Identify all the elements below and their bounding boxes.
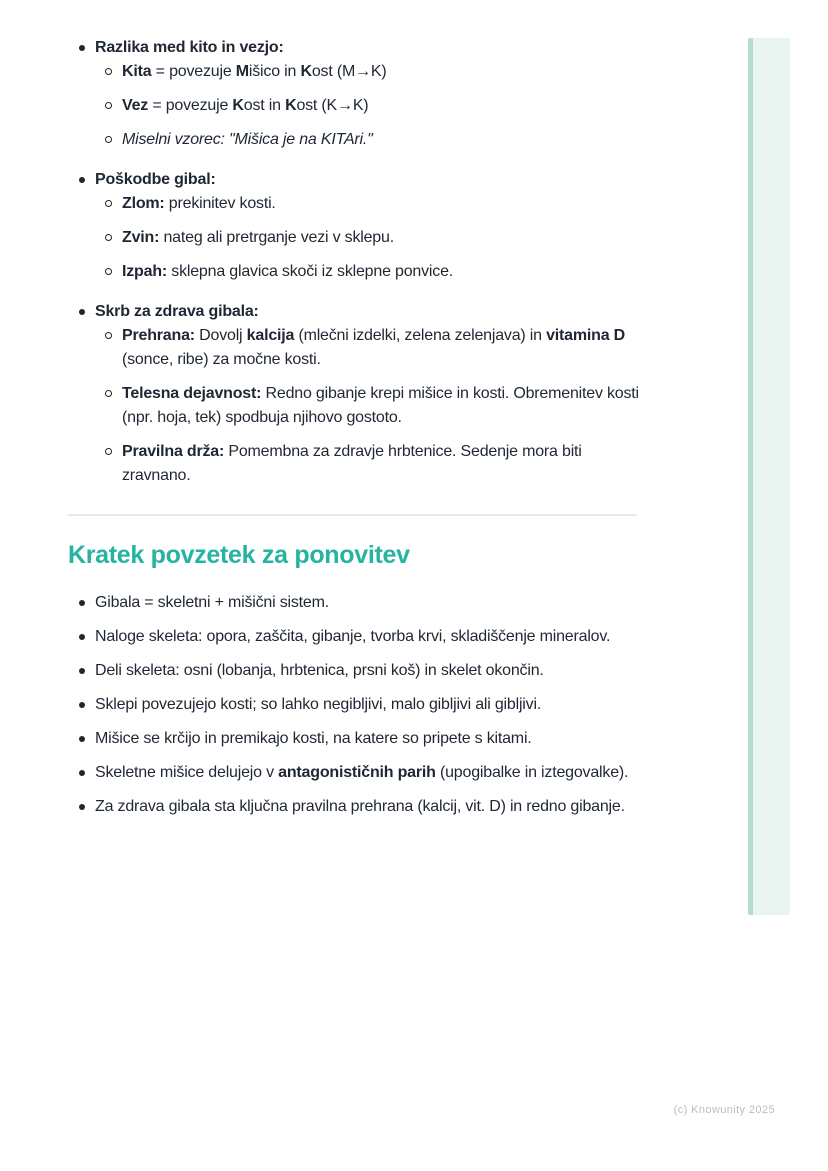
list-item	[68, 324, 641, 372]
list-item	[68, 659, 641, 683]
bullet-circle-icon	[105, 68, 112, 75]
list-group-skrb	[68, 300, 641, 488]
list-item	[68, 260, 641, 284]
bullet-circle-icon	[105, 332, 112, 339]
list-item-text: Kita = povezuje Mišico in Kost (M→K)	[122, 63, 387, 80]
group-title: Poškodbe gibal:	[95, 171, 216, 188]
list-item-text: Mišice se krčijo in premikajo kosti, na katere so pripete s kitami.	[95, 730, 532, 747]
list-item-text: Zlom: prekinitev kosti.	[122, 195, 276, 212]
bullet-circle-icon	[105, 102, 112, 109]
list-item-text: Miselni vzorec: "Mišica je na KITAri."	[122, 131, 373, 148]
list-item	[68, 440, 641, 488]
sub-list	[68, 192, 641, 284]
list-item	[68, 382, 641, 430]
summary-heading: Kratek povzetek za ponovitev	[68, 541, 410, 569]
bullet-disc-icon	[79, 736, 85, 742]
bullet-circle-icon	[105, 200, 112, 207]
list-item	[68, 226, 641, 250]
list-item	[68, 94, 641, 118]
list-item-text: Sklepi povezujejo kosti; so lahko negibljivi, malo gibljivi ali gibljivi.	[95, 696, 542, 713]
list-item-text: Za zdrava gibala sta ključna pravilna prehrana (kalcij, vit. D) in redno gibanje.	[95, 798, 625, 815]
section-divider	[68, 514, 637, 516]
list-item-text: Deli skeleta: osni (lobanja, hrbtenica, prsni koš) in skelet okončin.	[95, 662, 544, 679]
summary-list	[68, 591, 641, 819]
list-item-text: Naloge skeleta: opora, zaščita, gibanje, tvorba krvi, skladiščenje mineralov.	[95, 628, 611, 645]
bullet-disc-icon	[79, 702, 85, 708]
list-item-text: Zvin: nateg ali pretrganje vezi v sklepu.	[122, 229, 394, 246]
list-item	[68, 693, 641, 717]
bullet-disc-icon	[79, 177, 85, 183]
list-item	[68, 192, 641, 216]
bullet-disc-icon	[79, 804, 85, 810]
list-item	[68, 128, 641, 152]
list-item	[68, 60, 641, 84]
list-item-text: Skeletne mišice delujejo v antagonističnih parih (upogibalke in iztegovalke).	[95, 764, 629, 781]
list-item	[68, 168, 641, 192]
group-title: Razlika med kito in vezjo:	[95, 39, 284, 56]
footer-copyright: (c) Knowunity 2025	[673, 1104, 775, 1116]
group-title: Skrb za zdrava gibala:	[95, 303, 259, 320]
bullet-circle-icon	[105, 390, 112, 397]
list-item-text: Pravilna drža: Pomembna za zdravje hrbtenice. Sedenje mora biti zravnano.	[122, 443, 582, 484]
bullet-disc-icon	[79, 309, 85, 315]
list-item	[68, 591, 641, 615]
bullet-circle-icon	[105, 448, 112, 455]
bullet-disc-icon	[79, 770, 85, 776]
list-item-text: Izpah: sklepna glavica skoči iz sklepne ponvice.	[122, 263, 454, 280]
list-item	[68, 300, 641, 324]
list-group-poskodbe	[68, 168, 641, 284]
sub-list	[68, 60, 641, 152]
list-item	[68, 727, 641, 751]
page-content	[68, 36, 641, 819]
list-item-text: Telesna dejavnost: Redno gibanje krepi mišice in kosti. Obremenitev kosti (npr. hoja, tek) spodbuja njihovo gostoto.	[122, 385, 639, 426]
list-item	[68, 625, 641, 649]
bullet-circle-icon	[105, 234, 112, 241]
bullet-disc-icon	[79, 668, 85, 674]
list-item	[68, 36, 641, 60]
bullet-disc-icon	[79, 634, 85, 640]
list-item-text: Gibala = skeletni + mišični sistem.	[95, 594, 329, 611]
list-item	[68, 795, 641, 819]
list-item-text: Vez = povezuje Kost in Kost (K→K)	[122, 97, 369, 114]
bullet-circle-icon	[105, 136, 112, 143]
ribbon-accent	[748, 38, 790, 915]
bullet-circle-icon	[105, 268, 112, 275]
bullet-disc-icon	[79, 45, 85, 51]
bullet-disc-icon	[79, 600, 85, 606]
list-item-text: Prehrana: Dovolj kalcija (mlečni izdelki, zelena zelenjava) in vitamina D (sonce, ribe) za močne kosti.	[122, 327, 625, 368]
sub-list	[68, 324, 641, 488]
list-item	[68, 761, 641, 785]
list-group-razlika	[68, 36, 641, 152]
